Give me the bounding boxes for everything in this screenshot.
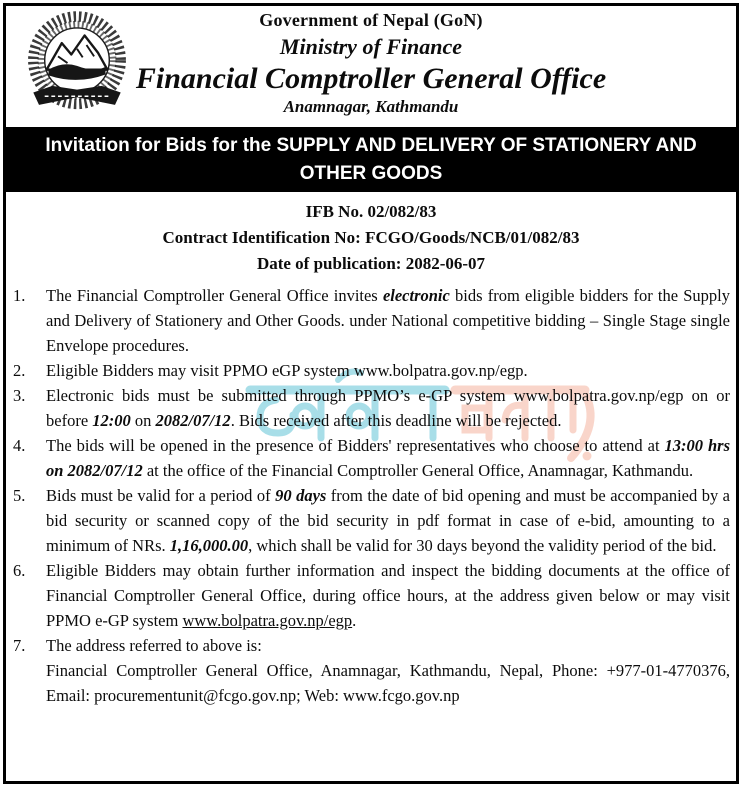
bid-notice-list bbox=[0, 280, 742, 708]
text-run: The bids will be opened in the presence of Bidders' representatives who choose to attend at bbox=[46, 436, 665, 455]
list-item bbox=[0, 358, 742, 383]
text-run: The address referred to above is: bbox=[46, 636, 262, 655]
list-item-number: 5. bbox=[13, 486, 26, 505]
text-run: Eligible Bidders may visit PPMO eGP system www.bolpatra.gov.np/egp. bbox=[46, 361, 528, 380]
list-item-number: 3. bbox=[13, 386, 26, 405]
text-run: 2082/07/12 bbox=[155, 411, 231, 430]
header-government: Government of Nepal (GoN) bbox=[259, 10, 483, 30]
text-run: 12:00 bbox=[92, 411, 131, 430]
list-item-text bbox=[46, 383, 742, 433]
nepal-coat-of-arms-icon bbox=[20, 8, 134, 120]
header-address: Anamnagar, Kathmandu bbox=[283, 97, 459, 116]
contract-identification: Contract Identification No: FCGO/Goods/NCB/01/082/83 bbox=[162, 228, 580, 247]
list-item-text bbox=[46, 283, 742, 358]
list-item-number: 6. bbox=[13, 561, 26, 580]
bid-meta bbox=[0, 192, 742, 280]
text-run: at the office of the Financial Comptroller General Office, Anamnagar, Kathmandu. bbox=[142, 461, 694, 480]
text-run: Financial Comptroller General Office, Anamnagar, Kathmandu, Nepal, Phone: +977-01-4770376, Email: procurementunit@fcgo.gov.np; Web: www.fcgo.gov.np bbox=[46, 661, 730, 705]
list-item bbox=[0, 633, 742, 708]
list-item-text bbox=[46, 483, 742, 558]
header-ministry: Ministry of Finance bbox=[279, 34, 463, 59]
banner-title: Invitation for Bids for the SUPPLY AND DELIVERY OF STATIONERY AND OTHER GOODS bbox=[45, 134, 697, 184]
text-run: Eligible Bidders may obtain further information and inspect the bidding documents at the office of Financial Comptroller General Office, during office hours, at the address given below or may visit PPMO e-GP system bbox=[46, 561, 730, 630]
list-item-text bbox=[46, 633, 742, 708]
list-item bbox=[0, 433, 742, 483]
list-item-text bbox=[46, 433, 742, 483]
bolpatra-link: www.bolpatra.gov.np/egp bbox=[182, 611, 353, 630]
text-run: . bbox=[352, 611, 357, 630]
list-item bbox=[0, 383, 742, 433]
ifb-number: IFB No. 02/082/83 bbox=[305, 202, 437, 221]
text-run: 1,16,000.00 bbox=[169, 536, 249, 555]
list-item-number: 1. bbox=[13, 286, 26, 305]
text-run: from the date of bid opening and must be accompanied by a bid security or scanned copy of the bid security in pdf format in case of e-bid, amounting to a minimum of NRs. bbox=[46, 486, 730, 555]
text-run: . Bids received after this deadline will be rejected. bbox=[230, 411, 562, 430]
text-run: on bbox=[130, 411, 156, 430]
list-item bbox=[0, 558, 742, 633]
text-run: , which shall be valid for 30 days beyond the validity period of the bid. bbox=[248, 536, 717, 555]
list-item-number: 2. bbox=[13, 361, 26, 380]
text-run: Bids must be valid for a period of bbox=[46, 486, 276, 505]
header-office-name: Financial Comptroller General Office bbox=[135, 62, 607, 95]
text-run: 13:00 hrs on 2082/07/12 bbox=[46, 436, 730, 480]
list-item bbox=[0, 283, 742, 358]
document-header bbox=[0, 0, 742, 127]
list-item-text bbox=[46, 558, 742, 633]
list-item-number: 7. bbox=[13, 636, 26, 655]
text-run: bids from eligible bidders for the Supply and Delivery of Stationery and Other Goods. under National competitive bidding – Single Stage single Envelope procedures. bbox=[46, 286, 731, 355]
publication-date: Date of publication: 2082-06-07 bbox=[256, 254, 486, 273]
invitation-banner bbox=[4, 127, 738, 192]
list-item-text bbox=[46, 358, 742, 383]
text-run: electronic bbox=[382, 286, 450, 305]
text-run: The Financial Comptroller General Office invites bbox=[46, 286, 383, 305]
list-item bbox=[0, 483, 742, 558]
list-item-number: 4. bbox=[13, 436, 26, 455]
text-run: Electronic bids must be submitted through PPMO’s e-GP system www.bolpatra.gov.np/egp on or before bbox=[46, 386, 730, 430]
text-run: 90 days bbox=[275, 486, 327, 505]
